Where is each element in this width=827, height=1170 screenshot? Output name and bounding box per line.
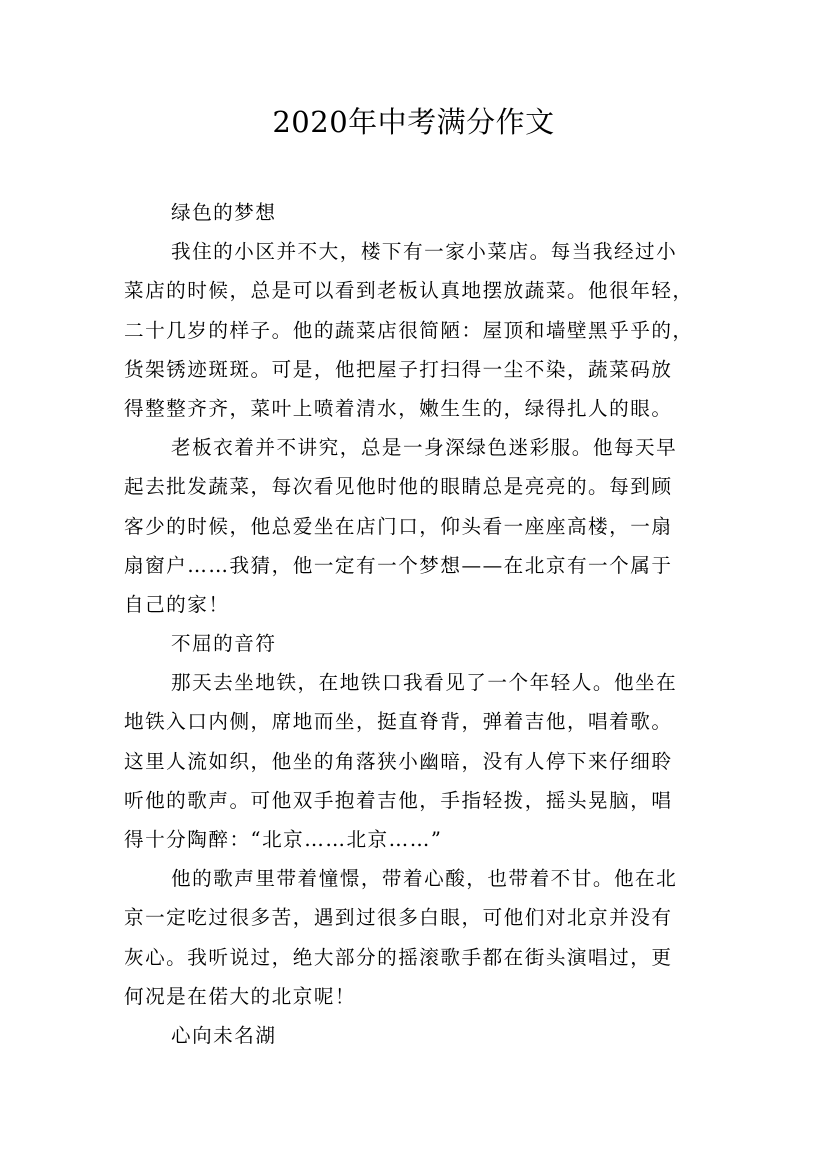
- text-line: 地铁入口内侧，席地而坐，挺直脊背，弹着吉他，唱着歌。: [124, 710, 673, 734]
- text-line: 那天去坐地铁，在地铁口我看见了一个年轻人。他坐在: [171, 671, 678, 695]
- text-line: 二十几岁的样子。他的蔬菜店很简陋：屋顶和墙壁黑乎乎的，: [124, 318, 694, 342]
- text-line: 得十分陶醉：“北京……北京……”: [124, 828, 443, 851]
- text-line: 扇窗户……我猜，他一定有一个梦想——在北京有一个属于: [124, 553, 673, 577]
- document-title: 2020年中考满分作文: [272, 105, 555, 139]
- text-line: 这里人流如织，他坐的角落狭小幽暗，没有人停下来仔细聆: [124, 749, 673, 773]
- text-line: 得整整齐齐，菜叶上喷着清水，嫩生生的，绿得扎人的眼。: [124, 396, 673, 420]
- text-line: 客少的时候，他总爱坐在店门口，仰头看一座座高楼，一扇: [124, 514, 673, 538]
- text-line: 灰心。我听说过，绝大部分的摇滚歌手都在街头演唱过，更: [124, 945, 673, 969]
- text-line: 绿色的梦想: [171, 201, 277, 224]
- text-line: 京一定吃过很多苦，遇到过很多白眼，可他们对北京并没有: [124, 906, 673, 930]
- text-line: 我住的小区并不大，楼下有一家小菜店。每当我经过小: [171, 240, 678, 264]
- text-line: 何况是在偌大的北京呢！: [124, 984, 357, 1008]
- text-line: 货架锈迹斑斑。可是，他把屋子打扫得一尘不染，蔬菜码放: [124, 357, 673, 381]
- text-line: 老板衣着并不讲究，总是一身深绿色迷彩服。他每天早: [171, 436, 678, 460]
- text-line: 听他的歌声。可他双手抱着吉他，手指轻拨，摇头晃脑，唱: [124, 788, 673, 812]
- text-line: 不屈的音符: [171, 632, 277, 656]
- text-line: 起去批发蔬菜，每次看见他时他的眼睛总是亮亮的。每到顾: [124, 475, 673, 499]
- text-line: 菜店的时候，总是可以看到老板认真地摆放蔬菜。他很年轻，: [124, 279, 694, 303]
- document-body: [124, 193, 714, 1055]
- text-line: 心向未名湖: [171, 1023, 277, 1047]
- text-line: 他的歌声里带着憧憬，带着心酸，也带着不甘。他在北: [171, 867, 678, 891]
- text-line: 自己的家！: [124, 592, 230, 616]
